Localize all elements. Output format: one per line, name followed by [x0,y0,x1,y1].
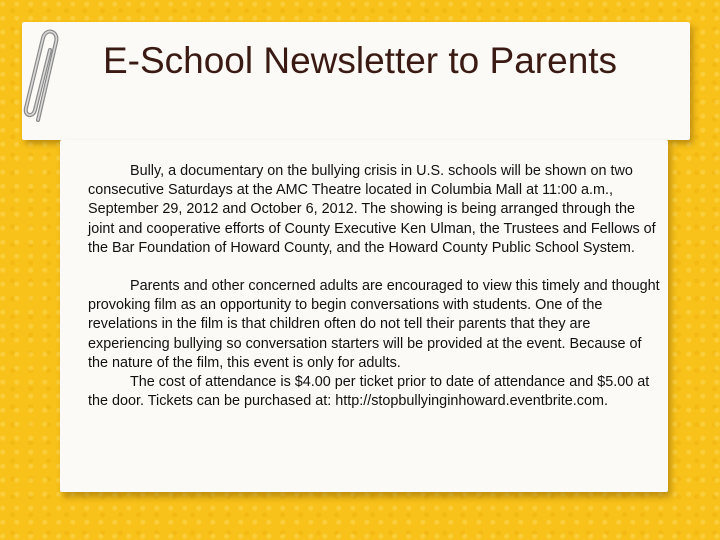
paragraph-parents: Parents and other concerned adults are encouraged to view this timely and thought provoking film as an opportunity to begin conversations with students. One of the revelations in the film is that children often do not tell their parents that they are experiencing bullying so conversation starters will be provided at the event. Because of the nature of the film, this event is only for adults. [88,278,660,371]
slide-title: E-School Newsletter to Parents [102,40,618,81]
paragraph-documentary: Bully, a documentary on the bullying crisis in U.S. schools will be shown on two consecutive Saturdays at the AMC Theatre located in Columbia Mall at 11:00 a.m., September 29, 2012 and October 6, 2012. The showing is being arranged through the joint and cooperative efforts of County Executive Ken Ulman, the Trustees and Fellows of the Bar Foundation of Howard County, and the Howard County Public School System. [88,163,656,256]
paperclip-icon [16,28,70,128]
paragraph-cost: The cost of attendance is $4.00 per ticket prior to date of attendance and $5.00 at the door. Tickets can be purchased at: http://stopbullyinginhoward.eventbrite.com. [88,374,650,410]
newsletter-body [88,162,660,411]
